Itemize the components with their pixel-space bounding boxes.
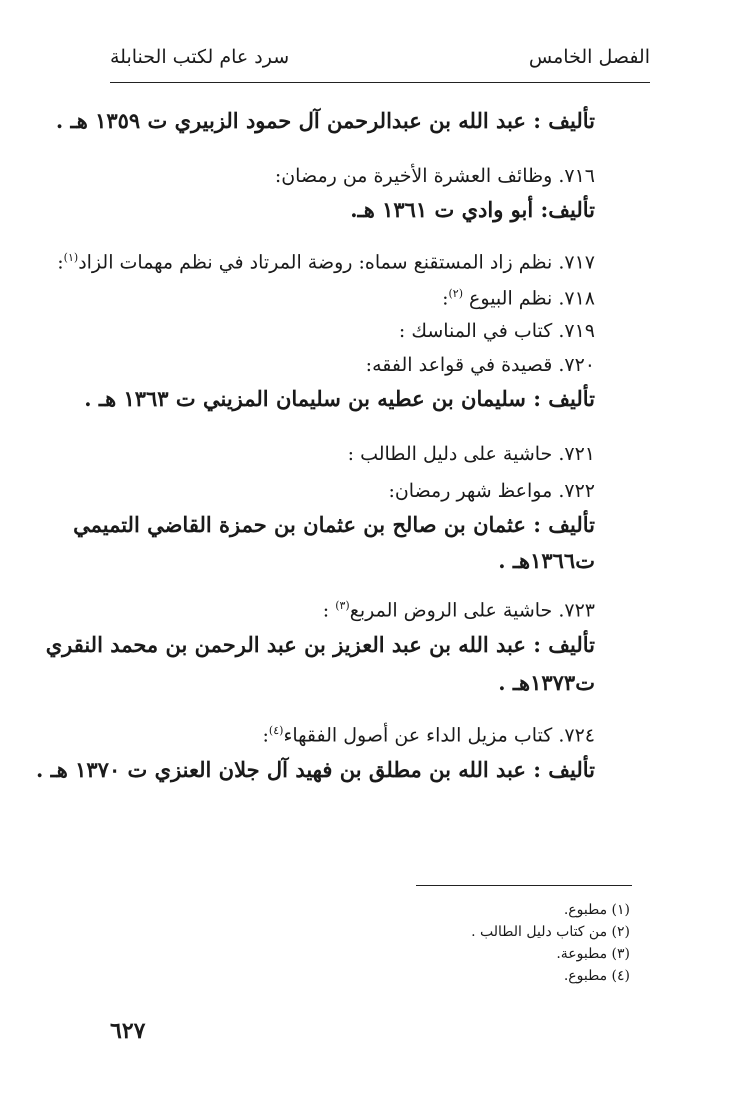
chapter-title: الفصل الخامس bbox=[528, 46, 650, 68]
footnote-ref: (١) bbox=[63, 251, 79, 264]
list-item: ٧١٨. نظم البيوع $^{(٢)}$: bbox=[442, 287, 595, 310]
page-number: ٦٢٧ bbox=[110, 1018, 146, 1044]
list-item: ٧٢٠. قصيدة في قواعد الفقه: bbox=[365, 354, 595, 376]
list-item: ٧٢٣. حاشية على الروض المربع$^{(٣)}$ : bbox=[322, 599, 595, 622]
footnote-ref: (٤) bbox=[268, 724, 284, 737]
list-item: ٧٢١. حاشية على دليل الطالب : bbox=[347, 443, 595, 465]
author-line: تأليف: أبو وادي ت ١٣٦١ هـ. bbox=[350, 197, 595, 222]
author-continuation: ت١٣٧٣هـ . bbox=[498, 670, 595, 695]
section-title: سرد عام لكتب الحنابلة bbox=[110, 46, 290, 68]
author-line: تأليف : عبد الله بن عبدالرحمن آل حمود الزبيري ت ١٣٥٩ هـ . bbox=[55, 108, 595, 133]
author-line: تأليف : سليمان بن عطيه بن سليمان المزيني ت ١٣٦٣ هـ . bbox=[84, 386, 595, 411]
running-header bbox=[110, 46, 650, 76]
header-rule bbox=[110, 82, 650, 83]
list-item: ٧٢٢. مواعظ شهر رمضان: bbox=[388, 480, 595, 502]
footnote-ref: (٢) bbox=[448, 287, 463, 300]
footnote: (٣) مطبوعة. bbox=[556, 946, 630, 962]
list-item: ٧٢٤. كتاب مزيل الداء عن أصول الفقهاء$^{(٤)}$: bbox=[262, 724, 595, 747]
list-item: ٧١٩. كتاب في المناسك : bbox=[398, 320, 595, 342]
author-line: تأليف : عبد الله بن مطلق بن فهيد آل جلان العنزي ت ١٣٧٠ هـ . bbox=[35, 757, 595, 782]
author-continuation: ت١٣٦٦هـ . bbox=[498, 548, 595, 573]
footnote: (١) مطبوع. bbox=[563, 902, 630, 918]
footnote: (٤) مطبوع. bbox=[563, 968, 630, 984]
list-item: ٧١٦. وظائف العشرة الأخيرة من رمضان: bbox=[274, 165, 595, 187]
footnote: (٢) من كتاب دليل الطالب . bbox=[471, 924, 630, 940]
author-line: تأليف : عثمان بن صالح بن عثمان بن حمزة القاضي التميمي bbox=[73, 512, 595, 537]
footnote-ref: (٣) bbox=[335, 599, 350, 612]
footnote-rule bbox=[416, 885, 632, 886]
author-line: تأليف : عبد الله بن عبد العزيز بن عبد الرحمن بن محمد النقري bbox=[45, 632, 595, 657]
list-item: ٧١٧. نظم زاد المستقنع سماه: روضة المرتاد في نظم مهمات الزاد$^{(١)}$: bbox=[57, 251, 595, 274]
